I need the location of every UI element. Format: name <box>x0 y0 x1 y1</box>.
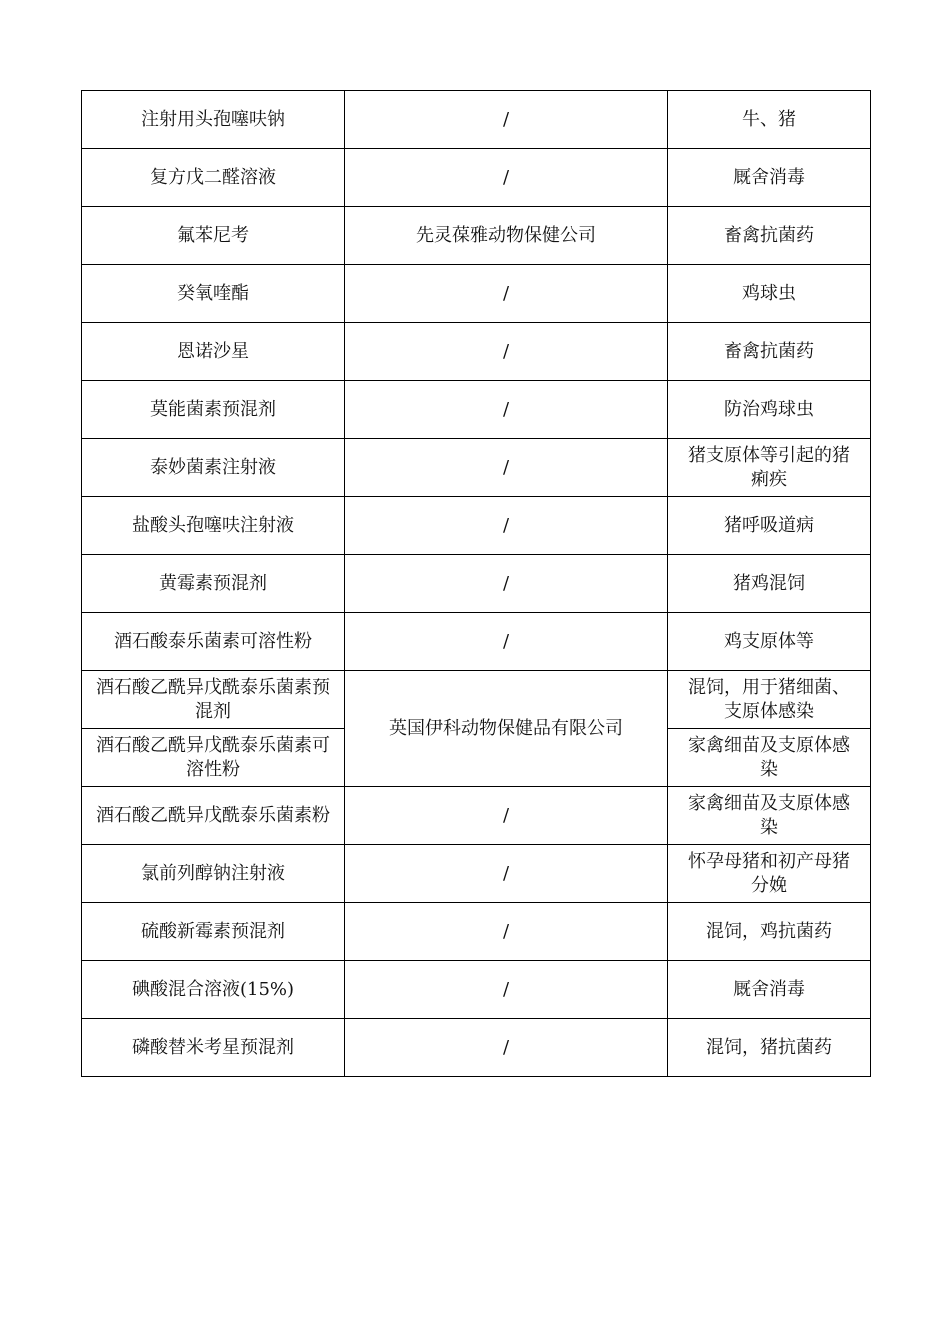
drug-name-cell: 癸氧喹酯 <box>82 265 345 323</box>
table-row <box>82 903 871 961</box>
company-cell: / <box>345 845 668 903</box>
usage-cell: 猪呼吸道病 <box>668 497 871 555</box>
usage-cell: 鸡球虫 <box>668 265 871 323</box>
table-row <box>82 671 871 729</box>
usage-cell: 防治鸡球虫 <box>668 381 871 439</box>
usage-cell: 厩舍消毒 <box>668 961 871 1019</box>
drug-name-cell: 黄霉素预混剂 <box>82 555 345 613</box>
drug-name-cell: 氯前列醇钠注射液 <box>82 845 345 903</box>
drug-name-cell: 磷酸替米考星预混剂 <box>82 1019 345 1077</box>
usage-cell: 怀孕母猪和初产母猪分娩 <box>668 845 871 903</box>
drug-name-cell: 硫酸新霉素预混剂 <box>82 903 345 961</box>
drug-name-cell: 注射用头孢噻呋钠 <box>82 91 345 149</box>
table-row <box>82 961 871 1019</box>
usage-cell: 家禽细苗及支原体感染 <box>668 729 871 787</box>
company-cell: / <box>345 961 668 1019</box>
company-cell-merged: 英国伊科动物保健品有限公司 <box>345 671 668 787</box>
table-row <box>82 149 871 207</box>
drug-name-cell: 泰妙菌素注射液 <box>82 439 345 497</box>
drug-name-cell: 恩诺沙星 <box>82 323 345 381</box>
drug-name-cell: 莫能菌素预混剂 <box>82 381 345 439</box>
usage-cell: 混饲，鸡抗菌药 <box>668 903 871 961</box>
company-cell: / <box>345 613 668 671</box>
usage-cell: 家禽细苗及支原体感染 <box>668 787 871 845</box>
usage-cell: 厩舍消毒 <box>668 149 871 207</box>
drug-name-cell: 酒石酸乙酰异戊酰泰乐菌素可溶性粉 <box>82 729 345 787</box>
usage-cell: 牛、猪 <box>668 91 871 149</box>
company-cell: / <box>345 91 668 149</box>
table-row <box>82 1019 871 1077</box>
usage-cell: 混饲，用于猪细菌、支原体感染 <box>668 671 871 729</box>
company-cell: / <box>345 903 668 961</box>
company-cell: / <box>345 381 668 439</box>
drug-name-cell: 酒石酸泰乐菌素可溶性粉 <box>82 613 345 671</box>
table-row <box>82 787 871 845</box>
table-row <box>82 265 871 323</box>
table-row <box>82 381 871 439</box>
table-row <box>82 439 871 497</box>
company-cell: / <box>345 555 668 613</box>
usage-cell: 猪支原体等引起的猪痢疾 <box>668 439 871 497</box>
table-row <box>82 497 871 555</box>
drug-name-cell: 碘酸混合溶液(15%) <box>82 961 345 1019</box>
drug-name-cell: 酒石酸乙酰异戊酰泰乐菌素预混剂 <box>82 671 345 729</box>
table-row <box>82 91 871 149</box>
drug-name-cell: 氟苯尼考 <box>82 207 345 265</box>
company-cell: / <box>345 265 668 323</box>
drug-name-cell: 酒石酸乙酰异戊酰泰乐菌素粉 <box>82 787 345 845</box>
company-cell: / <box>345 497 668 555</box>
drug-name-cell: 盐酸头孢噻呋注射液 <box>82 497 345 555</box>
table-row <box>82 207 871 265</box>
usage-cell: 猪鸡混饲 <box>668 555 871 613</box>
company-cell: / <box>345 149 668 207</box>
company-cell: / <box>345 1019 668 1077</box>
table-row <box>82 555 871 613</box>
company-cell: / <box>345 787 668 845</box>
drug-name-cell: 复方戊二醛溶液 <box>82 149 345 207</box>
usage-cell: 混饲，猪抗菌药 <box>668 1019 871 1077</box>
table-row <box>82 613 871 671</box>
drug-table <box>81 90 871 1077</box>
table-row <box>82 323 871 381</box>
company-cell: / <box>345 439 668 497</box>
usage-cell: 畜禽抗菌药 <box>668 207 871 265</box>
company-cell: 先灵葆雅动物保健公司 <box>345 207 668 265</box>
table-row <box>82 845 871 903</box>
usage-cell: 鸡支原体等 <box>668 613 871 671</box>
usage-cell: 畜禽抗菌药 <box>668 323 871 381</box>
company-cell: / <box>345 323 668 381</box>
